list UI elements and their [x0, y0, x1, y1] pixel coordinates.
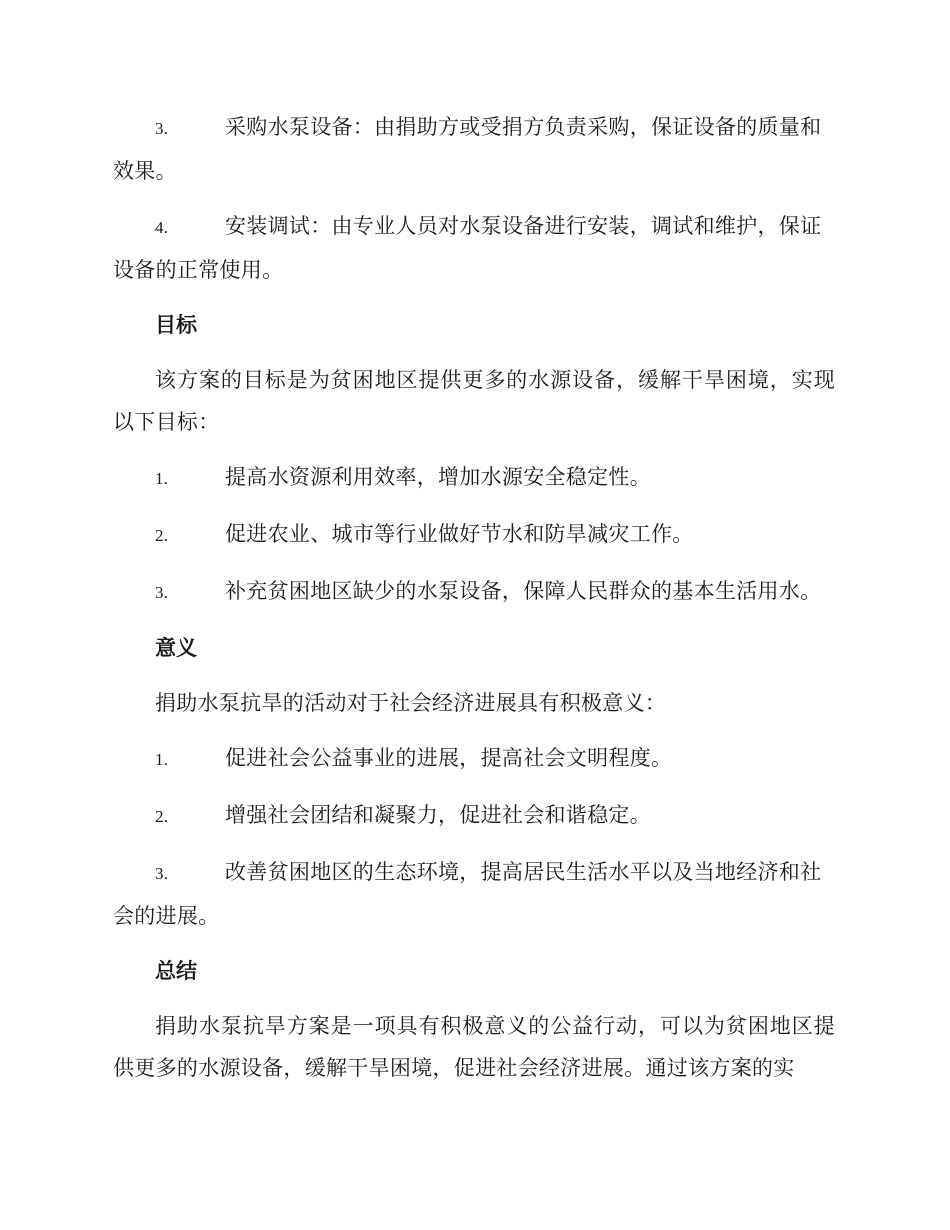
list-item — [113, 205, 835, 291]
list-item — [113, 456, 835, 500]
list-item — [113, 794, 835, 838]
section-heading-summary: 总结 — [155, 959, 197, 983]
list-number: 2. — [155, 807, 169, 826]
list-text: 提高水资源利用效率，增加水源安全稳定性。 — [225, 465, 651, 489]
section-heading-meaning: 意义 — [155, 636, 197, 660]
list-number: 4. — [155, 218, 169, 237]
list-text: 促进社会公益事业的进展，提高社会文明程度。 — [225, 746, 673, 770]
list-item — [113, 851, 835, 937]
list-item — [113, 106, 835, 192]
list-text: 采购水泵设备：由捐助方或受捐方负责采购，保证设备的质量和效果。 — [113, 115, 822, 183]
list-item — [113, 737, 835, 781]
list-item — [113, 513, 835, 557]
document-page — [113, 106, 835, 1102]
list-number: 3. — [155, 583, 169, 602]
list-text: 安装调试：由专业人员对水泵设备进行安装，调试和维护，保证设备的正常使用。 — [113, 214, 822, 282]
goal-intro-paragraph: 该方案的目标是为贫困地区提供更多的水源设备，缓解干旱困境，实现以下目标： — [113, 368, 835, 434]
list-number: 3. — [155, 119, 169, 138]
section-heading-goal: 目标 — [155, 313, 197, 337]
list-number: 3. — [155, 864, 169, 883]
list-number: 1. — [155, 469, 169, 488]
list-number: 1. — [155, 750, 169, 769]
list-text: 补充贫困地区缺少的水泵设备，保障人民群众的基本生活用水。 — [225, 579, 822, 603]
list-item — [113, 570, 835, 614]
summary-paragraph: 捐助水泵抗旱方案是一项具有积极意义的公益行动，可以为贫困地区提供更多的水源设备，缓解干旱困境，促进社会经济进展。通过该方案的实 — [113, 1014, 835, 1080]
list-text: 促进农业、城市等行业做好节水和防旱减灾工作。 — [225, 522, 694, 546]
meaning-intro-paragraph: 捐助水泵抗旱的活动对于社会经济进展具有积极意义： — [155, 691, 667, 715]
list-text: 改善贫困地区的生态环境，提高居民生活水平以及当地经济和社会的进展。 — [113, 860, 822, 928]
list-number: 2. — [155, 526, 169, 545]
list-text: 增强社会团结和凝聚力，促进社会和谐稳定。 — [225, 803, 651, 827]
